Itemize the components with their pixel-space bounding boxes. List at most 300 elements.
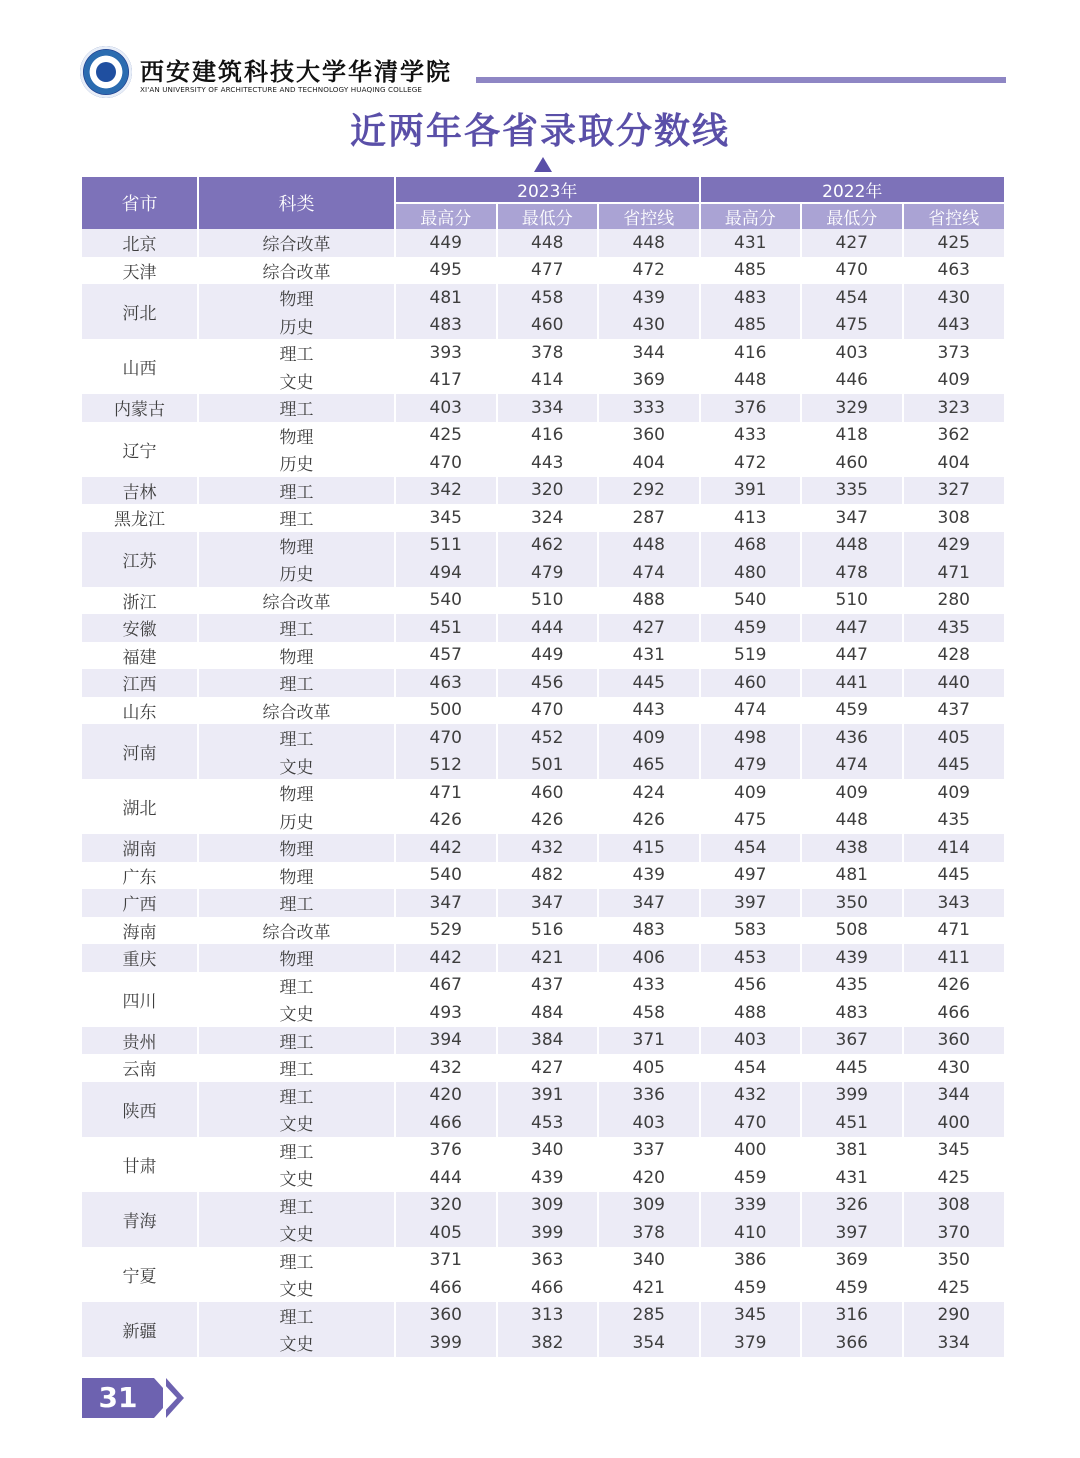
cell-score: 409 (937, 370, 970, 391)
cell-province: 山西 (82, 339, 198, 394)
cell-score: 406 (598, 944, 700, 972)
cell-type: 综合改革 (198, 697, 395, 725)
cell-score: 474 (700, 697, 802, 725)
school-name-cn: 西安建筑科技大学华清学院 (140, 57, 452, 86)
cell-score: 345 (937, 1140, 970, 1161)
cell-score: 460 (801, 449, 903, 477)
cell-score: 360 (598, 422, 700, 450)
cell-score: 442 (395, 944, 497, 972)
cell-score: 424 (598, 779, 700, 807)
cell-score: 493 (395, 999, 497, 1027)
cell-score: 442 (395, 834, 497, 862)
cell-score: 414 (497, 367, 599, 395)
cell-score: 447 (801, 614, 903, 642)
table-row (82, 532, 1004, 560)
cell-score: 287 (598, 504, 700, 532)
table-row (82, 1274, 1004, 1302)
cell-score: 500 (395, 697, 497, 725)
cell-type: 文史 (198, 999, 395, 1027)
cell-score: 421 (598, 1274, 700, 1302)
cell-score: 360 (903, 1027, 1005, 1055)
table-row (82, 284, 1004, 312)
cell-type: 物理 (198, 642, 395, 670)
cell-score: 384 (497, 1027, 599, 1055)
table-row (82, 972, 1004, 1000)
table-row (82, 642, 1004, 670)
cell-score: 405 (903, 724, 1005, 752)
cell-score: 459 (801, 697, 903, 725)
table-row (82, 1054, 1004, 1082)
cell-score: 418 (801, 422, 903, 450)
cell-type: 理工 (198, 477, 395, 505)
cell-province: 福建 (82, 642, 198, 670)
cell-score: 320 (395, 1192, 497, 1220)
cell-score: 350 (801, 889, 903, 917)
cell-score: 511 (395, 532, 497, 560)
cell-score: 416 (497, 422, 599, 450)
cell-score: 431 (801, 1164, 903, 1192)
header-control-2022: 省控线 (903, 203, 1005, 229)
cell-score: 519 (700, 642, 802, 670)
cell-type: 物理 (198, 834, 395, 862)
cell-score: 292 (598, 477, 700, 505)
cell-score: 324 (497, 504, 599, 532)
cell-score: 323 (903, 394, 1005, 422)
cell-score: 475 (700, 807, 802, 835)
cell-score: 420 (395, 1082, 497, 1110)
cell-score: 459 (801, 1274, 903, 1302)
cell-score: 466 (497, 1274, 599, 1302)
cell-score: 428 (937, 645, 970, 666)
cell-score: 482 (497, 862, 599, 890)
cell-province: 辽宁 (82, 422, 198, 477)
cell-score: 437 (497, 972, 599, 1000)
table-row (82, 862, 1004, 890)
cell-score: 452 (497, 724, 599, 752)
header-min-2023: 最低分 (497, 203, 599, 229)
cell-score: 409 (700, 779, 802, 807)
cell-score: 320 (497, 477, 599, 505)
cell-score: 369 (598, 367, 700, 395)
cell-score: 472 (700, 449, 802, 477)
table-row (82, 1082, 1004, 1110)
cell-score: 376 (395, 1137, 497, 1165)
cell-score: 431 (598, 642, 700, 670)
table-row (82, 1164, 1004, 1192)
table-row (82, 1109, 1004, 1137)
cell-type: 理工 (198, 669, 395, 697)
cell-score: 432 (497, 834, 599, 862)
cell-province: 贵州 (82, 1027, 198, 1055)
cell-score: 433 (700, 422, 802, 450)
cell-score: 379 (700, 1329, 802, 1357)
cell-score: 477 (497, 257, 599, 285)
cell-score: 403 (700, 1027, 802, 1055)
cell-score: 403 (598, 1109, 700, 1137)
cell-score: 378 (497, 339, 599, 367)
cell-score: 347 (497, 889, 599, 917)
table-row (82, 917, 1004, 945)
table-row (82, 312, 1004, 340)
cell-score: 409 (801, 779, 903, 807)
cell-score: 403 (801, 339, 903, 367)
cell-score: 488 (700, 999, 802, 1027)
cell-score: 404 (598, 449, 700, 477)
cell-type: 理工 (198, 394, 395, 422)
table-row (82, 889, 1004, 917)
cell-score: 360 (395, 1302, 497, 1330)
cell-score: 446 (801, 367, 903, 395)
cell-score: 498 (700, 724, 802, 752)
cell-score: 426 (395, 807, 497, 835)
cell-score: 478 (801, 559, 903, 587)
cell-score: 426 (497, 807, 599, 835)
cell-score: 327 (903, 477, 1005, 505)
cell-type: 理工 (198, 1247, 395, 1275)
cell-score: 439 (598, 862, 700, 890)
cell-score: 414 (903, 834, 1005, 862)
cell-score: 512 (395, 752, 497, 780)
table-row (82, 449, 1004, 477)
cell-province: 湖北 (82, 779, 198, 834)
cell-score: 474 (598, 559, 700, 587)
cell-score: 394 (395, 1027, 497, 1055)
cell-score: 347 (395, 889, 497, 917)
cell-province: 四川 (82, 972, 198, 1027)
cell-type: 历史 (198, 807, 395, 835)
table-row (82, 394, 1004, 422)
table-row (82, 257, 1004, 285)
cell-score: 448 (700, 367, 802, 395)
table-row (82, 724, 1004, 752)
cell-score: 472 (598, 257, 700, 285)
table-row (82, 1247, 1004, 1275)
cell-score: 439 (598, 284, 700, 312)
cell-type: 理工 (198, 1137, 395, 1165)
cell-type: 理工 (198, 724, 395, 752)
table-body (82, 229, 1004, 1357)
cell-type: 文史 (198, 1329, 395, 1357)
cell-score: 485 (700, 312, 802, 340)
cell-score: 467 (395, 972, 497, 1000)
cell-score: 447 (801, 642, 903, 670)
cell-type: 理工 (198, 1054, 395, 1082)
cell-province: 新疆 (82, 1302, 198, 1357)
cell-type: 历史 (198, 312, 395, 340)
school-name-en: XI'AN UNIVERSITY OF ARCHITECTURE AND TECHNOLOGY HUAQING COLLEGE (140, 85, 423, 94)
cell-score: 427 (598, 614, 700, 642)
cell-score: 378 (598, 1219, 700, 1247)
cell-score: 470 (395, 449, 497, 477)
cell-type: 物理 (198, 284, 395, 312)
header-province: 省市 (82, 177, 198, 229)
title-triangle-icon (534, 157, 552, 172)
cell-score: 366 (801, 1329, 903, 1357)
cell-score: 386 (700, 1247, 802, 1275)
cell-score: 309 (598, 1192, 700, 1220)
cell-score: 438 (801, 834, 903, 862)
cell-score: 405 (395, 1219, 497, 1247)
cell-score: 391 (497, 1082, 599, 1110)
cell-score: 448 (497, 229, 599, 257)
cell-score: 454 (700, 834, 802, 862)
cell-score: 466 (395, 1109, 497, 1137)
cell-score: 444 (395, 1164, 497, 1192)
cell-type: 文史 (198, 752, 395, 780)
cell-score: 481 (801, 862, 903, 890)
cell-score: 371 (598, 1027, 700, 1055)
cell-type: 物理 (198, 422, 395, 450)
cell-score: 354 (598, 1329, 700, 1357)
cell-score: 460 (700, 669, 802, 697)
table-row (82, 752, 1004, 780)
cell-score: 421 (497, 944, 599, 972)
cell-score: 481 (395, 284, 497, 312)
header-type: 科类 (198, 177, 395, 229)
cell-score: 397 (700, 889, 802, 917)
cell-score: 411 (903, 944, 1005, 972)
cell-score: 347 (801, 504, 903, 532)
cell-score: 443 (903, 312, 1005, 340)
cell-score: 417 (395, 367, 497, 395)
cell-score: 426 (598, 807, 700, 835)
cell-score: 516 (497, 917, 599, 945)
cell-score: 430 (937, 1057, 970, 1078)
cell-type: 文史 (198, 367, 395, 395)
cell-type: 理工 (198, 1192, 395, 1220)
cell-type: 理工 (198, 1027, 395, 1055)
cell-type: 物理 (198, 944, 395, 972)
table-row (82, 1329, 1004, 1357)
cell-score: 382 (497, 1329, 599, 1357)
cell-score: 435 (903, 614, 1005, 642)
cell-province: 甘肃 (82, 1137, 198, 1192)
cell-score: 334 (903, 1329, 1005, 1357)
cell-score: 308 (937, 507, 970, 528)
cell-score: 540 (395, 862, 497, 890)
cell-province: 广东 (82, 862, 198, 890)
cell-score: 510 (497, 587, 599, 615)
cell-province: 安徽 (82, 614, 198, 642)
cell-type: 理工 (198, 972, 395, 1000)
cell-score: 463 (937, 260, 970, 281)
cell-score: 583 (700, 917, 802, 945)
cell-type: 理工 (198, 504, 395, 532)
cell-province: 青海 (82, 1192, 198, 1247)
cell-score: 373 (937, 342, 970, 363)
cell-province: 重庆 (82, 944, 198, 972)
cell-score: 445 (937, 865, 970, 886)
cell-score: 459 (700, 1164, 802, 1192)
cell-type: 文史 (198, 1109, 395, 1137)
cell-score: 456 (700, 972, 802, 1000)
cell-score: 445 (598, 669, 700, 697)
cell-score: 483 (700, 284, 802, 312)
cell-score: 445 (801, 1054, 903, 1082)
cell-score: 470 (395, 724, 497, 752)
table-row (82, 504, 1004, 532)
cell-score: 459 (700, 614, 802, 642)
cell-province: 江西 (82, 669, 198, 697)
cell-score: 433 (598, 972, 700, 1000)
cell-score: 480 (700, 559, 802, 587)
cell-score: 290 (903, 1302, 1005, 1330)
cell-score: 470 (801, 257, 903, 285)
admission-score-table (82, 177, 1004, 1357)
cell-score: 430 (903, 284, 1005, 312)
cell-province: 内蒙古 (82, 394, 198, 422)
cell-score: 425 (937, 1277, 970, 1298)
cell-score: 437 (937, 700, 970, 721)
cell-score: 475 (801, 312, 903, 340)
table-row (82, 614, 1004, 642)
cell-score: 508 (801, 917, 903, 945)
cell-type: 历史 (198, 559, 395, 587)
cell-type: 理工 (198, 1302, 395, 1330)
cell-score: 432 (395, 1054, 497, 1082)
cell-score: 479 (497, 559, 599, 587)
cell-score: 345 (700, 1302, 802, 1330)
cell-score: 479 (700, 752, 802, 780)
cell-province: 天津 (82, 257, 198, 285)
cell-score: 494 (395, 559, 497, 587)
cell-score: 410 (700, 1219, 802, 1247)
cell-province: 吉林 (82, 477, 198, 505)
cell-score: 459 (700, 1274, 802, 1302)
cell-score: 393 (395, 339, 497, 367)
page-title: 近两年各省录取分数线 (349, 111, 730, 152)
cell-score: 451 (395, 614, 497, 642)
cell-score: 329 (801, 394, 903, 422)
cell-type: 理工 (198, 1082, 395, 1110)
cell-score: 458 (598, 999, 700, 1027)
cell-score: 529 (395, 917, 497, 945)
cell-score: 458 (497, 284, 599, 312)
cell-score: 381 (801, 1137, 903, 1165)
cell-score: 443 (497, 449, 599, 477)
cell-province: 北京 (82, 229, 198, 257)
cell-score: 470 (497, 697, 599, 725)
cell-score: 280 (937, 590, 970, 611)
cell-score: 488 (598, 587, 700, 615)
cell-score: 474 (801, 752, 903, 780)
header-control-2023: 省控线 (598, 203, 700, 229)
table-row (82, 1192, 1004, 1220)
cell-score: 439 (801, 944, 903, 972)
cell-score: 448 (801, 532, 903, 560)
cell-type: 综合改革 (198, 229, 395, 257)
table-row (82, 1027, 1004, 1055)
cell-type: 文史 (198, 1274, 395, 1302)
cell-province: 浙江 (82, 587, 198, 615)
cell-score: 400 (700, 1137, 802, 1165)
cell-score: 454 (700, 1054, 802, 1082)
cell-type: 文史 (198, 1164, 395, 1192)
cell-type: 物理 (198, 862, 395, 890)
cell-score: 460 (497, 779, 599, 807)
cell-score: 342 (395, 477, 497, 505)
cell-score: 456 (497, 669, 599, 697)
cell-score: 344 (903, 1082, 1005, 1110)
cell-score: 343 (903, 889, 1005, 917)
header-max-2022: 最高分 (700, 203, 802, 229)
cell-score: 435 (801, 972, 903, 1000)
school-logo (80, 46, 132, 98)
cell-score: 399 (497, 1219, 599, 1247)
cell-score: 425 (395, 422, 497, 450)
cell-score: 335 (801, 477, 903, 505)
cell-province: 云南 (82, 1054, 198, 1082)
cell-score: 540 (395, 587, 497, 615)
table-row (82, 339, 1004, 367)
table-row (82, 779, 1004, 807)
cell-type: 物理 (198, 779, 395, 807)
cell-score: 483 (395, 312, 497, 340)
cell-score: 462 (497, 532, 599, 560)
cell-score: 427 (801, 229, 903, 257)
cell-score: 337 (598, 1137, 700, 1165)
cell-score: 326 (801, 1192, 903, 1220)
cell-score: 466 (937, 1002, 970, 1023)
table-row (82, 1137, 1004, 1165)
cell-score: 334 (497, 394, 599, 422)
cell-score: 483 (801, 999, 903, 1027)
cell-province: 海南 (82, 917, 198, 945)
cell-score: 285 (598, 1302, 700, 1330)
table-row (82, 944, 1004, 972)
cell-score: 468 (700, 532, 802, 560)
cell-score: 432 (700, 1082, 802, 1110)
cell-score: 350 (937, 1250, 970, 1271)
cell-type: 理工 (198, 614, 395, 642)
cell-score: 313 (497, 1302, 599, 1330)
cell-score: 409 (937, 782, 970, 803)
cell-score: 460 (497, 312, 599, 340)
cell-score: 454 (801, 284, 903, 312)
cell-score: 339 (700, 1192, 802, 1220)
table-row (82, 834, 1004, 862)
table-row (82, 999, 1004, 1027)
cell-type: 文史 (198, 1219, 395, 1247)
cell-score: 399 (395, 1329, 497, 1357)
cell-score: 409 (598, 724, 700, 752)
cell-score: 431 (700, 229, 802, 257)
cell-type: 理工 (198, 889, 395, 917)
cell-score: 309 (497, 1192, 599, 1220)
cell-score: 510 (801, 587, 903, 615)
table-row (82, 697, 1004, 725)
cell-score: 371 (395, 1247, 497, 1275)
table-row (82, 422, 1004, 450)
cell-province: 陕西 (82, 1082, 198, 1137)
cell-score: 425 (903, 229, 1005, 257)
cell-score: 415 (598, 834, 700, 862)
cell-score: 483 (598, 917, 700, 945)
cell-score: 340 (598, 1247, 700, 1275)
cell-province: 河南 (82, 724, 198, 779)
table-row (82, 587, 1004, 615)
table-row (82, 477, 1004, 505)
cell-type: 综合改革 (198, 587, 395, 615)
cell-score: 413 (700, 504, 802, 532)
cell-score: 430 (598, 312, 700, 340)
cell-score: 445 (903, 752, 1005, 780)
cell-score: 463 (395, 669, 497, 697)
cell-score: 448 (598, 229, 700, 257)
cell-score: 403 (395, 394, 497, 422)
cell-province: 宁夏 (82, 1247, 198, 1302)
cell-score: 340 (497, 1137, 599, 1165)
